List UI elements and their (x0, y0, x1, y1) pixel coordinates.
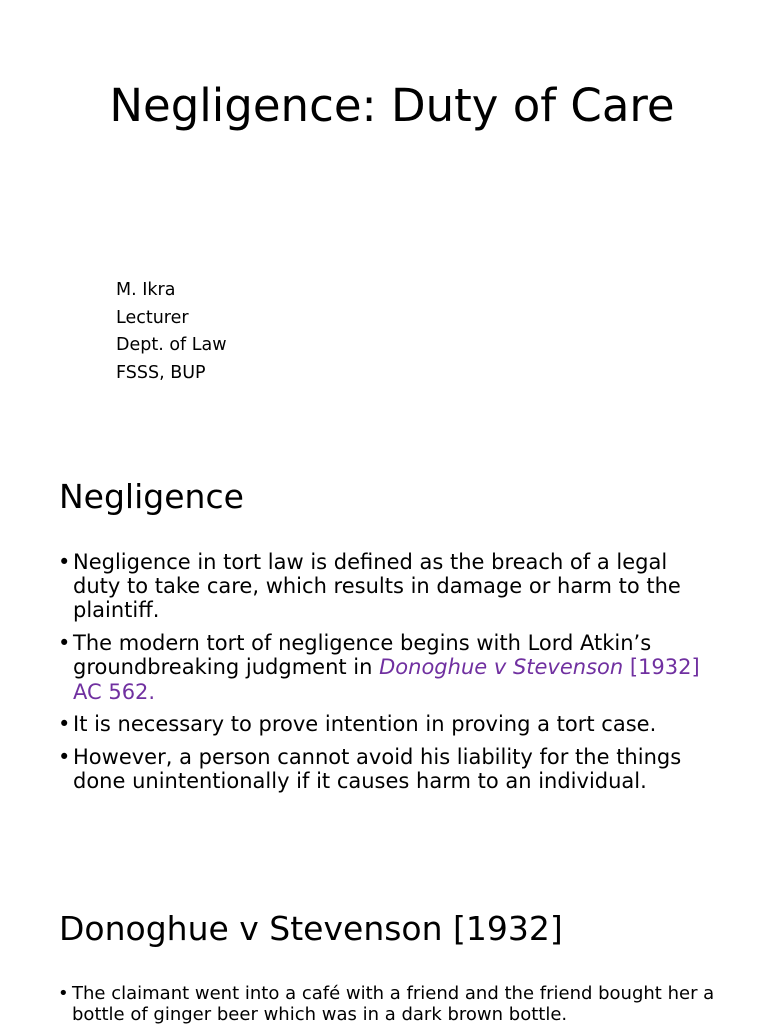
bullet-list (58, 550, 718, 802)
bullet-text: It is necessary to prove intention in proving a tort case. (73, 712, 657, 737)
bullet-item (58, 631, 718, 704)
bullet-text: However, a person cannot avoid his liability for the things done unintentionally if it causes harm to an individual. (73, 745, 682, 794)
presenter-position: Lecturer (116, 307, 189, 328)
bullet-item (58, 712, 718, 736)
bullet-item (58, 745, 718, 793)
bullet-dot-icon: • (58, 712, 71, 737)
bullet-item (58, 983, 718, 1024)
slide-heading: Donoghue v Stevenson [1932] (59, 909, 563, 948)
bullet-text: The claimant went into a café with a friend and the friend bought her a bottle of ginger beer which was in a dark brown bottle. (72, 983, 715, 1024)
case-name: Donoghue v Stevenson (379, 655, 624, 680)
bullet-list (58, 983, 718, 1024)
donoghue-slide (0, 864, 768, 1024)
bullet-dot-icon: • (58, 745, 71, 770)
bullet-text: The modern tort of negligence begins with Lord Atkin’s groundbreaking judgment in (73, 631, 652, 680)
title-slide (0, 0, 768, 432)
negligence-slide (0, 432, 768, 864)
bullet-dot-icon: • (58, 631, 71, 656)
presenter-institution: FSSS, BUP (116, 362, 206, 383)
bullet-text: Negligence in tort law is defined as the breach of a legal duty to take care, which results in damage or harm to the plaintiff. (73, 550, 681, 623)
presenter-info (116, 277, 227, 387)
bullet-item (58, 550, 718, 623)
slide-heading: Negligence (59, 477, 244, 516)
bullet-dot-icon: • (58, 550, 71, 574)
presentation-title: Negligence: Duty of Care (109, 79, 675, 132)
presenter-department: Dept. of Law (116, 335, 227, 355)
bullet-dot-icon: • (58, 983, 69, 1004)
presenter-name: M. Ikra (116, 280, 176, 300)
case-citation: [1932] AC 562. (73, 655, 700, 704)
